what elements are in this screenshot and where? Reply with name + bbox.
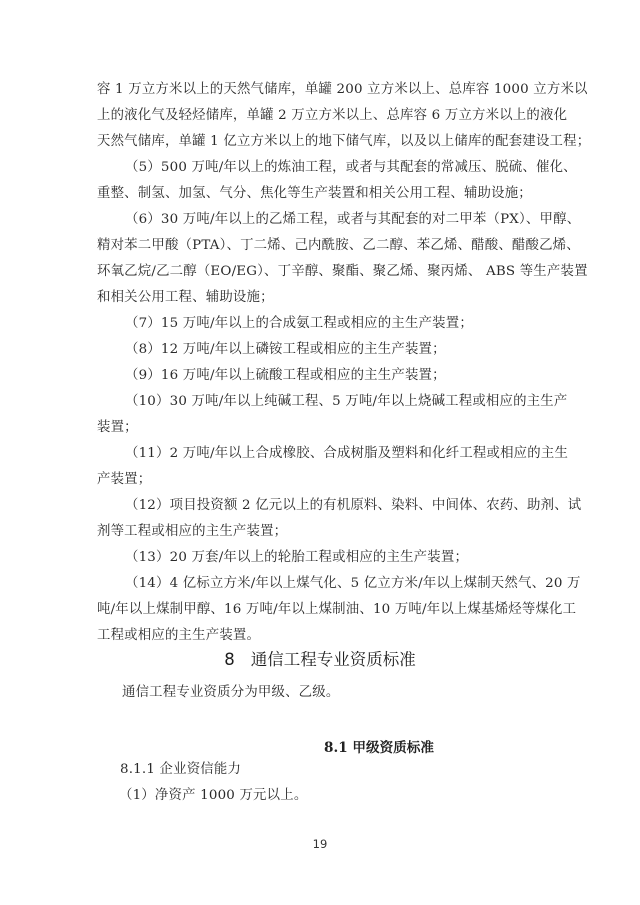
paragraph-line: 精对苯二甲酸（PTA）、丁二烯、己内酰胺、乙二醇、苯乙烯、醋酸、醋酸乙烯、 (97, 238, 580, 253)
list-item-9: （9）16 万吨/年以上硫酸工程或相应的主生产装置； (125, 368, 446, 383)
section-heading (0, 646, 640, 670)
paragraph-line: 剂等工程或相应的主生产装置； (97, 524, 288, 539)
section-number: 8 (224, 650, 235, 669)
paragraph-line: 重整、制氢、加氢、气分、焦化等生产装置和相关公用工程、辅助设施； (97, 186, 532, 201)
list-item-14: （14）4 亿标立方米/年以上煤气化、5 亿立方米/年以上煤制天然气、20 万 (125, 576, 581, 591)
page-number: 19 (312, 837, 328, 851)
paragraph-line: 产装置； (97, 472, 152, 487)
list-item-12: （12）项目投资额 2 亿元以上的有机原料、染料、中间体、农药、助剂、试 (125, 498, 582, 513)
list-item-7: （7）15 万吨/年以上的合成氨工程或相应的主生产装置； (125, 316, 473, 331)
paragraph-line: 和相关公用工程、辅助设施； (97, 290, 274, 305)
list-item-6: （6）30 万吨/年以上的乙烯工程，或者与其配套的对二甲苯（PX）、甲醇、 (125, 212, 581, 227)
paragraph-line: 天然气储库，单罐 1 亿立方米以上的地下储气库，以及以上储库的配套建设工程； (97, 134, 591, 149)
list-item-13: （13）20 万套/年以上的轮胎工程或相应的主生产装置； (125, 550, 469, 565)
section-intro: 通信工程专业资质分为甲级、乙级。 (122, 685, 340, 700)
clause-heading: 8.1.1 企业资信能力 (120, 762, 242, 777)
paragraph-line: 装置； (97, 420, 138, 435)
section-title: 通信工程专业资质标准 (250, 650, 416, 669)
list-item-8: （8）12 万吨/年以上磷铵工程或相应的主生产装置； (125, 342, 446, 357)
paragraph-line: 环氧乙烷/乙二醇（EO/EG）、丁辛醇、聚酯、聚乙烯、聚丙烯、 ABS 等生产装置 (97, 264, 588, 279)
paragraph-line: 容 1 万立方米以上的天然气储库，单罐 200 立方米以上、总库容 1000 立方米以 (97, 82, 588, 97)
paragraph-line: 上的液化气及轻烃储库，单罐 2 万立方米以上、总库容 6 万立方米以上的液化 (97, 108, 568, 123)
subsection-heading: 8.1 甲级资质标准 (324, 740, 434, 756)
clause-item: （1）净资产 1000 万元以上。 (119, 788, 308, 803)
list-item-10: （10）30 万吨/年以上纯碱工程、5 万吨/年以上烧碱工程或相应的主生产 (125, 394, 568, 409)
paragraph-line: 工程或相应的主生产装置。 (97, 628, 261, 643)
list-item-5: （5）500 万吨/年以上的炼油工程，或者与其配套的常减压、脱硫、催化、 (125, 160, 577, 175)
list-item-11: （11）2 万吨/年以上合成橡胶、合成树脂及塑料和化纤工程或相应的主生 (125, 446, 569, 461)
paragraph-line: 吨/年以上煤制甲醇、16 万吨/年以上煤制油、10 万吨/年以上煤基烯烃等煤化工 (97, 602, 577, 617)
